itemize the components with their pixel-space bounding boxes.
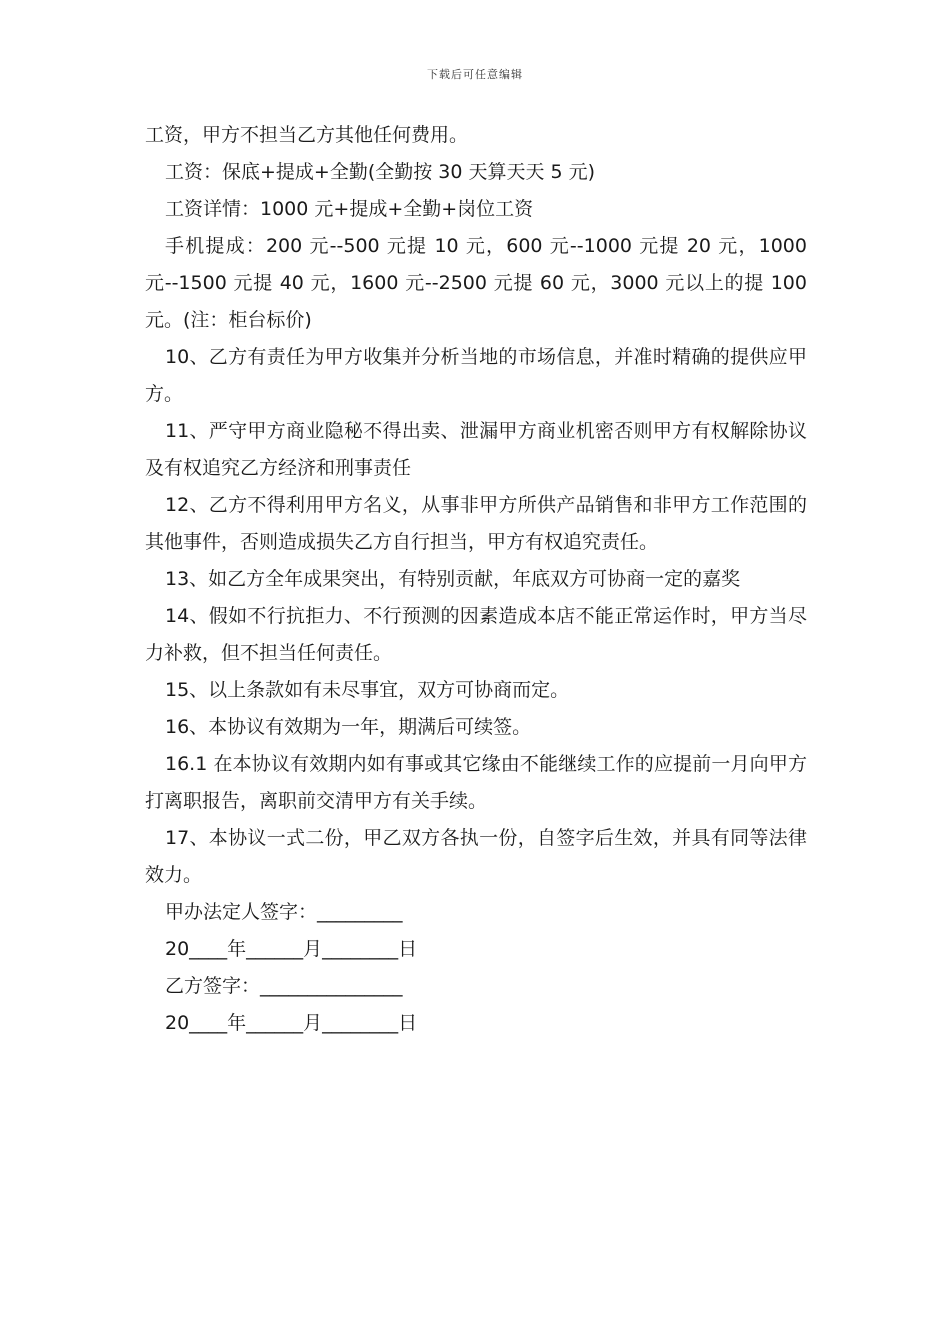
paragraph-salary-details: 工资详情：1000 元+提成+全勤+岗位工资 [165, 198, 534, 220]
clause-13: 13、如乙方全年成果突出，有特别贡献，年底双方可协商一定的嘉奖 [165, 568, 741, 590]
clause-10: 10、乙方有责任为甲方收集并分析当地的市场信息，并准时精确的提供应甲方。 [145, 346, 807, 405]
clause-11: 11、严守甲方商业隐秘不得出卖、泄漏甲方商业机密否则甲方有权解除协议及有权追究乙方经济和刑事责任 [145, 420, 807, 479]
paragraph-salary-expenses: 工资，甲方不担当乙方其他任何费用。 [145, 124, 469, 146]
party-b-date-line: 20____年______月________日 [165, 1012, 418, 1034]
party-b-signature-line: 乙方签字：_______________ [165, 975, 403, 997]
clause-17: 17、本协议一式二份，甲乙双方各执一份，自签字后生效，并具有同等法律效力。 [145, 827, 807, 886]
clause-16: 16、本协议有效期为一年，期满后可续签。 [165, 716, 532, 738]
clause-12: 12、乙方不得利用甲方名义，从事非甲方所供产品销售和非甲方工作范围的其他事件，否则造成损失乙方自行担当，甲方有权追究责任。 [145, 494, 807, 553]
document-body [145, 117, 807, 1042]
clause-15: 15、以上条款如有未尽事宜，双方可协商而定。 [165, 679, 570, 701]
party-a-signature-line: 甲办法定人签字：_________ [165, 901, 403, 923]
party-a-date-line: 20____年______月________日 [165, 938, 418, 960]
page-header: 下载后可任意编辑 [427, 68, 523, 81]
paragraph-salary-structure: 工资：保底+提成+全勤(全勤按 30 天算天天 5 元) [165, 161, 596, 183]
clause-16-1: 16.1 在本协议有效期内如有事或其它缘由不能继续工作的应提前一月向甲方打离职报告，离职前交清甲方有关手续。 [145, 753, 807, 812]
paragraph-phone-commission: 手机提成：200 元--500 元提 10 元，600 元--1000 元提 20 元，1000 元--1500 元提 40 元，1600 元--2500 元提 60 元，3000 元以上的提 100 元。(注：柜台标价) [145, 235, 807, 331]
clause-14: 14、假如不行抗拒力、不行预测的因素造成本店不能正常运作时，甲方当尽力补救，但不担当任何责任。 [145, 605, 807, 664]
